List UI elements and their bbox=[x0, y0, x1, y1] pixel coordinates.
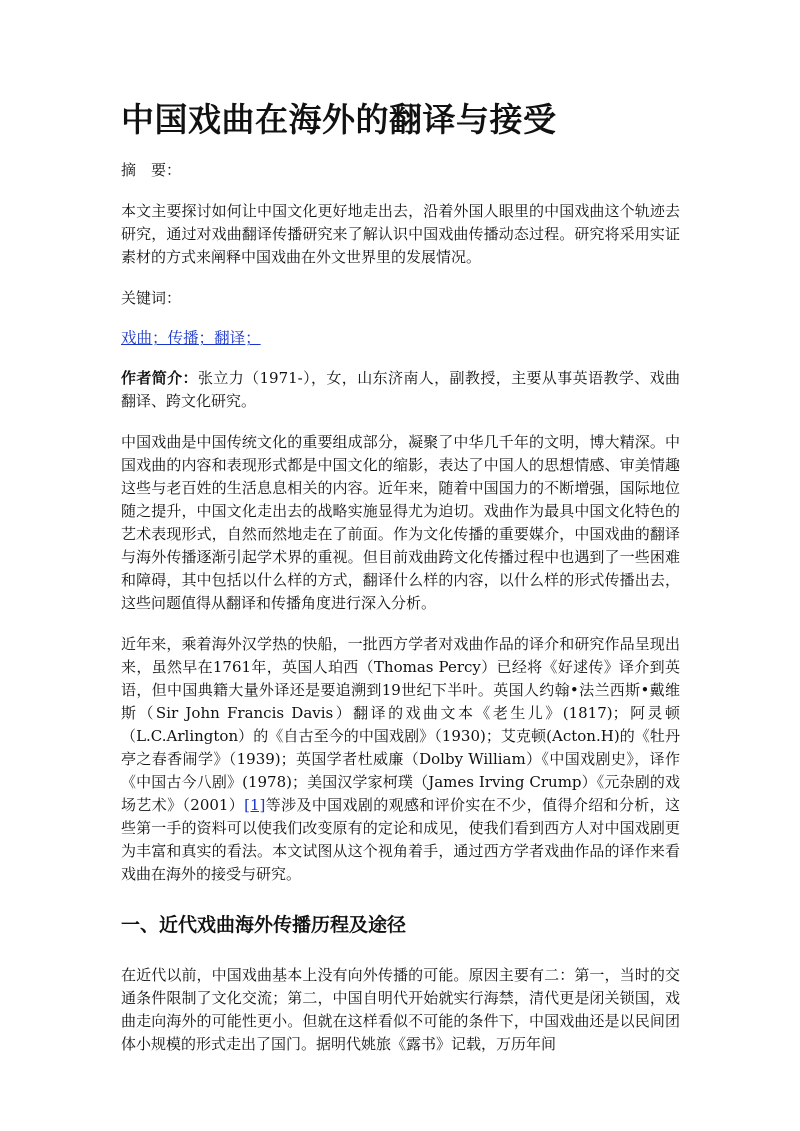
abstract-label: 摘 要： bbox=[121, 161, 182, 179]
keyword-link-xiqu[interactable]: 戏曲 bbox=[121, 329, 153, 347]
author-label: 作者简介： bbox=[121, 369, 198, 387]
author-intro bbox=[121, 367, 680, 413]
body-paragraph-1: 中国戏曲是中国传统文化的重要组成部分，凝聚了中华几千年的文明，博大精深。中国戏曲的内容和表现形式都是中国文化的缩影，表达了中国人的思想情感、审美情趣这些与老百姓的生活息息相关的内容。近年来，随着中国国力的不断增强，国际地位随之提升，中国文化走出去的战略实施显得尤为迫切。戏曲作为最具中国文化特色的艺术表现形式，自然而然地走在了前面。作为文化传播的重要媒介，中国戏曲的翻译与海外传播逐渐引起学术界的重视。但目前戏曲跨文化传播过程中也遇到了一些困难和障碍，其中包括以什么样的方式，翻译什么样的内容，以什么样的形式传播出去，这些问题值得从翻译和传播角度进行深入分析。 bbox=[121, 433, 680, 612]
body-paragraph-3: 在近代以前，中国戏曲基本上没有向外传播的可能。原因主要有二：第一，当时的交通条件限制了文化交流；第二，中国自明代开始就实行海禁，清代更是闭关锁国，戏曲走向海外的可能性更小。但就在这样看似不可能的条件下，中国戏曲还是以民间团体小规模的形式走出了国门。据明代姚旅《露书》记载，万历年间 bbox=[121, 966, 680, 1053]
keyword-sep-1[interactable]: ； bbox=[152, 329, 168, 347]
paragraph-2-text-b: 等涉及中国戏剧的观感和评价实在不少，值得介绍和分析，这些第一手的资料可以使我们改变原有的定论和成见，使我们看到西方人对中国戏剧更为丰富和真实的看法。本文试图从这个视角着手，通过西方学者戏曲作品的译作来看戏曲在海外的接受与研究。 bbox=[121, 796, 680, 883]
keyword-link-chuanbo[interactable]: 传播 bbox=[167, 329, 199, 347]
abstract-text: 本文主要探讨如何让中国文化更好地走出去，沿着外国人眼里的中国戏曲这个轨迹去研究，通过对戏曲翻译传播研究来了解认识中国戏曲传播动态过程。研究将采用实证素材的方式来阐释中国戏曲在外文世界里的发展情况。 bbox=[121, 202, 680, 266]
keywords-label: 关键词： bbox=[121, 289, 182, 307]
keyword-sep-3[interactable]: ； bbox=[245, 329, 261, 347]
author-text: 张立力（1971-），女，山东济南人，副教授，主要从事英语教学、戏曲翻译、跨文化研究。 bbox=[121, 369, 680, 410]
keywords-list bbox=[121, 327, 680, 350]
paragraph-2-text-a: 近年来，乘着海外汉学热的快船，一批西方学者对戏曲作品的译介和研究作品呈现出来，虽然早在1761年，英国人珀西（Thomas Percy）已经将《好逑传》译介到英语，但中国典籍大量外译还是要追溯到19世纪下半叶。英国人约翰•法兰西斯•戴维斯（Sir John Francis Davis）翻译的戏曲文本《老生儿》(1817)；阿灵顿（L.C.Arlington）的《自古至今的中国戏剧》（1930)；艾克顿(Acton.H)的《牡丹亭之春香闹学》（1939)；英国学者杜威廉（Dolby William）《中国戏剧史》，译作《中国古今八剧》(1978)；美国汉学家柯璞（James Irving Crump）《元杂剧的戏场艺术》（2001） bbox=[121, 635, 680, 814]
reference-link-1[interactable]: [1] bbox=[244, 796, 266, 814]
keyword-sep-2[interactable]: ； bbox=[198, 329, 215, 347]
article-title: 中国戏曲在海外的翻译与接受 bbox=[121, 100, 557, 139]
keyword-link-fanyi[interactable]: 翻译 bbox=[214, 329, 246, 347]
body-paragraph-2 bbox=[121, 633, 680, 886]
section-heading-1: 一、近代戏曲海外传播历程及途径 bbox=[121, 914, 407, 936]
